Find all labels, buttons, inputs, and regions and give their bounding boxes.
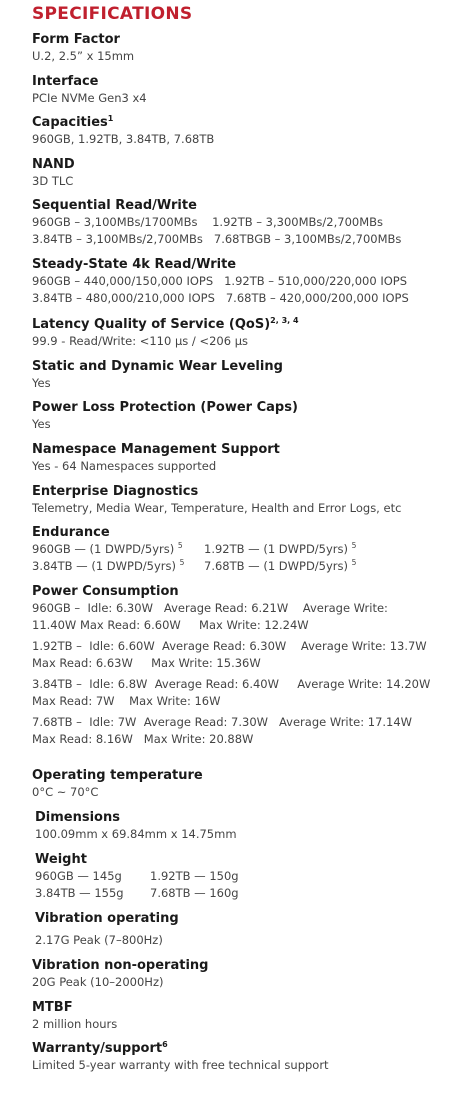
spec-power-loss bbox=[32, 400, 444, 433]
spec-warranty bbox=[32, 1041, 444, 1074]
spec-heading: Static and Dynamic Wear Leveling bbox=[32, 359, 283, 374]
spec-heading: Operating temperature bbox=[32, 768, 203, 783]
spec-value: 960GB – 440,000/150,000 IOPS 1.92TB – 510,000/220,000 IOPS bbox=[32, 274, 407, 288]
spec-dimensions bbox=[35, 810, 447, 843]
footnote-marker: 6 bbox=[162, 1040, 168, 1049]
spec-diagnostics bbox=[32, 484, 444, 517]
weight-row: 3.84TB — 155g 7.68TB — 160g bbox=[35, 886, 239, 900]
spec-heading: Endurance bbox=[32, 525, 110, 540]
spec-weight bbox=[35, 852, 447, 902]
spec-heading: MTBF bbox=[32, 1000, 73, 1015]
spec-value: Limited 5-year warranty with free technical support bbox=[32, 1058, 329, 1072]
spec-value: 960GB, 1.92TB, 3.84TB, 7.68TB bbox=[32, 132, 215, 146]
spec-steady-state bbox=[32, 257, 444, 307]
spec-heading: Interface bbox=[32, 74, 99, 89]
spec-form-factor bbox=[32, 32, 444, 65]
power-group: 960GB – Idle: 6.30W Average Read: 6.21W Average Write: 11.40W Max Read: 6.60W Max Write: 12.24W bbox=[32, 601, 392, 632]
spec-heading: Enterprise Diagnostics bbox=[32, 484, 199, 499]
page-title: SPECIFICATIONS bbox=[32, 4, 193, 24]
spec-value: 3D TLC bbox=[32, 174, 74, 188]
spec-heading: Latency Quality of Service (QoS)$^{2, 3, 4}$ bbox=[32, 316, 299, 332]
spec-heading: NAND bbox=[32, 157, 75, 172]
spec-value: 99.9 - Read/Write: <110 µs / <206 µs bbox=[32, 334, 249, 348]
spec-value: Yes bbox=[32, 376, 51, 390]
spec-value: U.2, 2.5” x 15mm bbox=[32, 49, 135, 63]
spec-value: PCIe NVMe Gen3 x4 bbox=[32, 91, 147, 105]
spec-namespace bbox=[32, 442, 444, 475]
power-group: 1.92TB – Idle: 6.60W Average Read: 6.30W Average Write: 13.7W Max Read: 6.63W Max Write: 15.36W bbox=[32, 639, 431, 670]
spec-heading: Power Consumption bbox=[32, 584, 179, 599]
spec-heading: Vibration non-operating bbox=[32, 958, 209, 973]
spec-heading: Steady-State 4k Read/Write bbox=[32, 257, 237, 272]
power-group: 7.68TB – Idle: 7W Average Read: 7.30W Average Write: 17.14W Max Read: 8.16W Max Write: 20.88W bbox=[32, 715, 424, 746]
endurance-row: 960GB — (1 DWPD/5yrs) $^5$ 1.92TB — (1 DWPD/5yrs) $^5$ bbox=[32, 541, 357, 556]
spec-heading: Power Loss Protection (Power Caps) bbox=[32, 400, 298, 415]
spec-heading: Capacities$^1$ bbox=[32, 114, 114, 130]
spec-value: 3.84TB – 480,000/210,000 IOPS 7.68TB – 420,000/200,000 IOPS bbox=[32, 291, 409, 305]
spec-value: Yes bbox=[32, 417, 51, 431]
spec-wear-leveling bbox=[32, 359, 444, 392]
spec-sequential bbox=[32, 198, 444, 248]
spec-heading: Sequential Read/Write bbox=[32, 198, 197, 213]
spec-heading: Vibration operating bbox=[35, 911, 179, 926]
spec-heading: Weight bbox=[35, 852, 87, 867]
spec-value: 20G Peak (10–2000Hz) bbox=[32, 975, 164, 989]
power-group: 3.84TB – Idle: 6.8W Average Read: 6.40W Average Write: 14.20W Max Read: 7W Max Write: 16W bbox=[32, 677, 434, 708]
spec-value: 2 million hours bbox=[32, 1017, 118, 1031]
spec-mtbf bbox=[32, 1000, 444, 1033]
endurance-row: 3.84TB — (1 DWPD/5yrs) $^5$ 7.68TB — (1 DWPD/5yrs) $^5$ bbox=[32, 558, 357, 573]
spec-endurance bbox=[32, 525, 444, 575]
spec-value: Yes - 64 Namespaces supported bbox=[32, 459, 217, 473]
spec-heading: Form Factor bbox=[32, 32, 120, 47]
spec-nand bbox=[32, 157, 444, 190]
spec-vibration-operating bbox=[35, 911, 447, 949]
spec-value: 100.09mm x 69.84mm x 14.75mm bbox=[35, 827, 237, 841]
spec-vibration-non-operating bbox=[32, 958, 444, 991]
spec-value: 2.17G Peak (7–800Hz) bbox=[35, 933, 163, 947]
spec-value: 960GB – 3,100MBs/1700MBs 1.92TB – 3,300MBs/2,700MBs bbox=[32, 215, 384, 229]
spec-value: 3.84TB – 3,100MBs/2,700MBs 7.68TBGB – 3,100MBs/2,700MBs bbox=[32, 232, 402, 246]
spec-value: 0°C ~ 70°C bbox=[32, 785, 99, 799]
footnote-marker: 1 bbox=[107, 114, 114, 123]
spec-operating-temperature bbox=[32, 768, 444, 801]
footnote-marker: 2, 3, 4 bbox=[270, 316, 299, 325]
spec-heading: Dimensions bbox=[35, 810, 120, 825]
spec-heading: Namespace Management Support bbox=[32, 442, 280, 457]
spec-value: Telemetry, Media Wear, Temperature, Health and Error Logs, etc bbox=[32, 501, 402, 515]
spec-capacities bbox=[32, 115, 444, 148]
spec-interface bbox=[32, 74, 444, 107]
spec-latency bbox=[32, 317, 444, 350]
spec-heading: Warranty/support$^6$ bbox=[32, 1040, 168, 1056]
weight-row: 960GB — 145g 1.92TB — 150g bbox=[35, 869, 239, 883]
spec-power-consumption bbox=[32, 584, 432, 748]
